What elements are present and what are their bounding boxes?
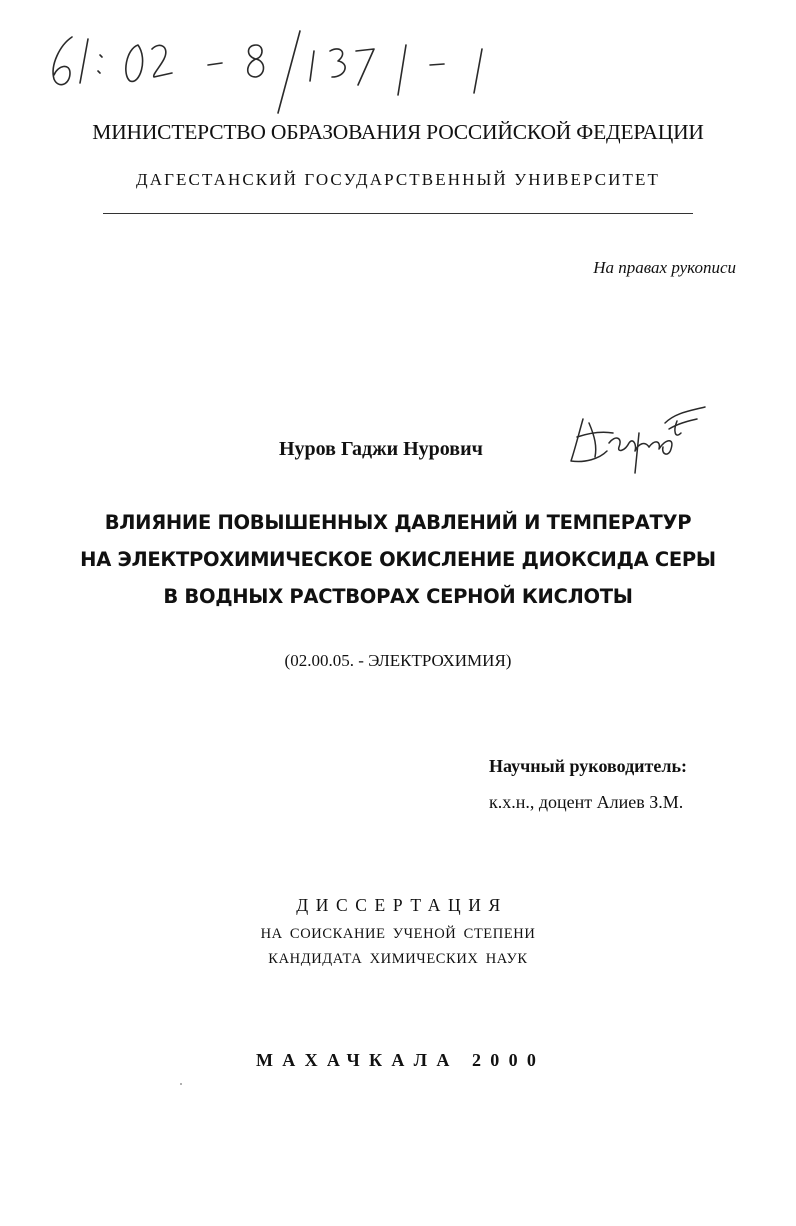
header-divider — [103, 213, 693, 214]
dissertation-title-line: В ВОДНЫХ РАСТВОРАХ СЕРНОЙ КИСЛОТЫ — [163, 585, 633, 608]
ministry-heading: МИНИСТЕРСТВО ОБРАЗОВАНИЯ РОССИЙСКОЙ ФЕДЕРАЦИИ — [92, 120, 704, 144]
dissertation-label: ДИССЕРТАЦИЯ — [296, 895, 508, 915]
degree-line-1: НА СОИСКАНИЕ УЧЕНОЙ СТЕПЕНИ — [260, 926, 536, 942]
dissertation-title-line: НА ЭЛЕКТРОХИМИЧЕСКОЕ ОКИСЛЕНИЕ ДИОКСИДА СЕРЫ — [80, 548, 716, 571]
year: 2000 — [472, 1050, 546, 1070]
supervisor-label: Научный руководитель: — [489, 756, 687, 776]
dissertation-title-line: ВЛИЯНИЕ ПОВЫШЕННЫХ ДАВЛЕНИЙ И ТЕМПЕРАТУР — [104, 511, 692, 534]
supervisor-name: к.х.н., доцент Алиев З.М. — [489, 792, 684, 812]
degree-line-2: КАНДИДАТА ХИМИЧЕСКИХ НАУК — [268, 951, 528, 967]
scan-speck — [180, 1083, 182, 1085]
specialty-code: (02.00.05. - ЭЛЕКТРОХИМИЯ) — [284, 651, 512, 670]
university-heading: ДАГЕСТАНСКИЙ ГОСУДАРСТВЕННЫЙ УНИВЕРСИТЕТ — [136, 170, 660, 189]
city: МАХАЧКАЛА — [256, 1050, 459, 1070]
author-name: Нуров Гаджи Нурович — [279, 438, 483, 460]
author-signature — [565, 403, 710, 475]
handwritten-library-code — [30, 15, 530, 115]
manuscript-rights-note: На правах рукописи — [593, 258, 736, 277]
